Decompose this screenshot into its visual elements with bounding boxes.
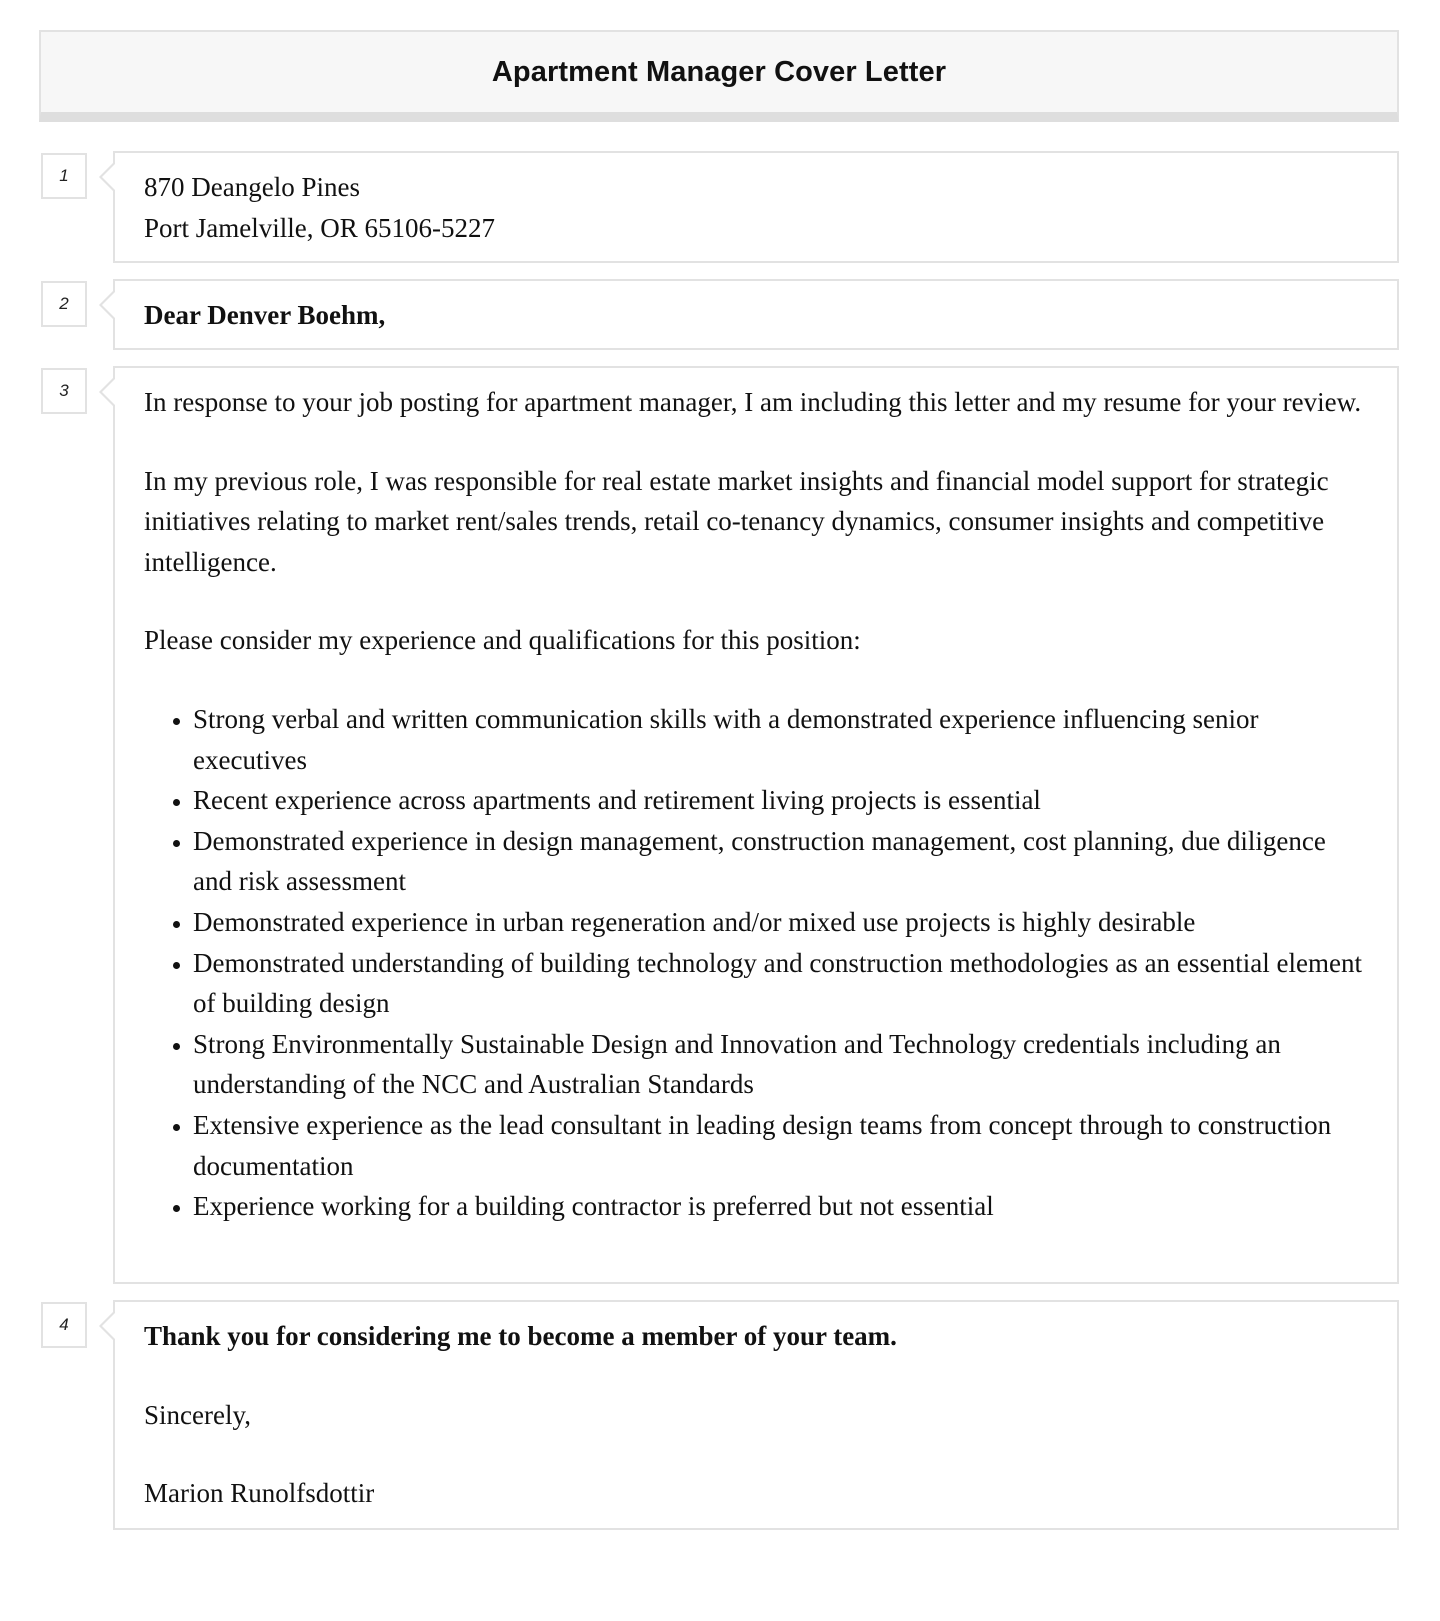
section-number: 1: [41, 153, 87, 199]
body-paragraph-experience: In my previous role, I was responsible for real estate market insights and financial model support for strategic initiatives relating to market rent/sales trends, retail co-tenancy dynamics, consumer insights and competitive intelligence.: [144, 465, 1329, 577]
pointer-notch-icon: [99, 161, 115, 193]
pointer-notch-icon: [99, 289, 115, 321]
body-paragraph-intro: In response to your job posting for apartment manager, I am including this letter and my resume for your review.: [144, 387, 1362, 417]
pointer-notch-icon: [99, 376, 115, 408]
list-item: • Experience working for a building contractor is preferred but not essential: [193, 1186, 1369, 1227]
qualifications-list: [144, 699, 1369, 1227]
list-item: • Recent experience across apartments and retirement living projects is essential: [193, 780, 1369, 821]
body-card: [113, 366, 1399, 1284]
body-paragraph-qualifications-lead: Please consider my experience and qualifications for this position:: [144, 625, 861, 656]
list-item: • Demonstrated experience in design management, construction management, cost planning, due diligence and risk assessment: [193, 821, 1369, 902]
list-item: • Demonstrated experience in urban regeneration and/or mixed use projects is highly desirable: [193, 902, 1369, 943]
document-header: [39, 30, 1399, 122]
page-title: Apartment Manager Cover Letter: [491, 55, 947, 88]
salutation: Dear Denver Boehm,: [144, 300, 386, 330]
list-item: • Demonstrated understanding of building technology and construction methodologies as an essential element of building design: [193, 943, 1369, 1024]
salutation-card: [113, 279, 1399, 350]
closing-card: [113, 1300, 1399, 1530]
section-number: 4: [41, 1302, 87, 1348]
list-item: • Strong Environmentally Sustainable Design and Innovation and Technology credentials including an understanding of the NCC and Australian Standards: [193, 1024, 1369, 1105]
address-card: [113, 151, 1399, 263]
list-item: • Strong verbal and written communication skills with a demonstrated experience influencing senior executives: [193, 699, 1369, 780]
address-line-2: Port Jamelville, OR 65106-5227: [144, 212, 495, 243]
list-item: • Extensive experience as the lead consultant in leading design teams from concept through to construction documentation: [193, 1105, 1369, 1186]
closing-statement: Thank you for considering me to become a member of your team.: [144, 1321, 897, 1351]
section-number: 2: [41, 281, 87, 327]
signoff: Sincerely,: [144, 1399, 251, 1430]
section-number: 3: [41, 368, 87, 414]
signature-name: Marion Runolfsdottir: [144, 1478, 375, 1509]
address-line-1: 870 Deangelo Pines: [144, 172, 360, 202]
pointer-notch-icon: [99, 1310, 115, 1342]
